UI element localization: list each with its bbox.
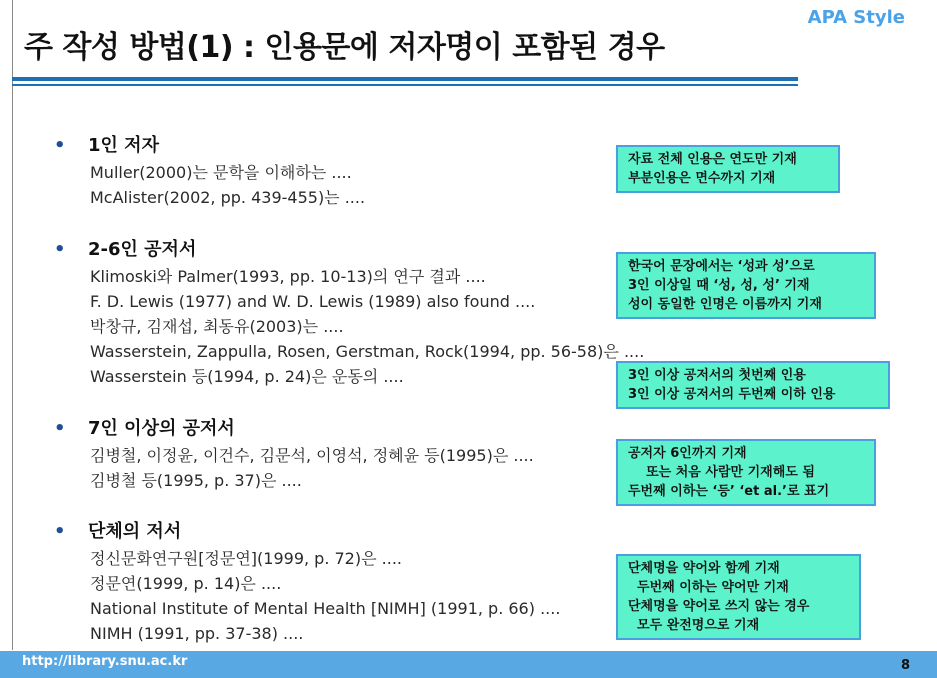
citation-line: McAlister(2002, pp. 439-455)는 ....	[90, 188, 366, 207]
section-heading-text: 7인 이상의 공저서	[88, 418, 235, 439]
page-number: 8	[900, 658, 910, 673]
note-box: 단체명을 약어와 함께 기재 두번째 이하는 약어만 기재 단체명을 약어로 쓰지 않는 경우 모두 완전명으로 기재	[616, 554, 861, 640]
section-heading-text: 2-6인 공저서	[88, 239, 197, 260]
section-7plus-authors	[54, 417, 534, 493]
note-box: 자료 전체 인용은 연도만 기재 부분인용은 면수까지 기재	[616, 145, 840, 193]
citation-line: 박창규, 김재섭, 최동유(2003)는 ....	[90, 317, 344, 336]
section-heading	[54, 417, 534, 441]
style-tag: APA Style	[807, 7, 905, 28]
title-rule-thin	[12, 84, 798, 86]
section-heading	[54, 134, 365, 158]
citation-line: Wasserstein, Zappulla, Rosen, Gerstman, Rock(1994, pp. 56-58)은 ....	[90, 342, 645, 361]
citation-line: NIMH (1991, pp. 37-38) ....	[90, 624, 304, 643]
section-heading-text: 1인 저자	[88, 135, 159, 156]
note-box: 한국어 문장에서는 ‘성과 성’으로 3인 이상일 때 ‘성, 성, 성’ 기재 성이 동일한 인명은 이름까지 기재	[616, 252, 876, 319]
note-box: 3인 이상 공저서의 첫번째 인용 3인 이상 공저서의 두번째 이하 인용	[616, 361, 890, 409]
bullet-icon: •	[54, 239, 66, 260]
note-box: 공저자 6인까지 기재 또는 처음 사람만 기재해도 됨 두번째 이하는 ‘등’ ‘et al.’로 표기	[616, 439, 876, 506]
title-rule	[12, 77, 798, 81]
citation-line: 정문연(1999, p. 14)은 ....	[90, 574, 282, 593]
bullet-icon: •	[54, 135, 66, 156]
section-single-author	[54, 134, 365, 210]
section-heading-text: 단체의 저서	[88, 521, 182, 542]
citation-line: National Institute of Mental Health [NIMH] (1991, p. 66) ....	[90, 599, 561, 618]
bullet-icon: •	[54, 418, 66, 439]
section-2-6-authors	[54, 238, 644, 389]
section-organization-author	[54, 520, 560, 646]
page-title: 주 작성 방법(1) : 인용문에 저자명이 포함된 경우	[24, 30, 665, 65]
bullet-icon: •	[54, 521, 66, 542]
left-border	[12, 0, 13, 650]
section-heading	[54, 238, 644, 262]
citation-line: Wasserstein 등(1994, p. 24)은 운동의 ....	[90, 367, 404, 386]
citation-line: Klimoski와 Palmer(1993, pp. 10-13)의 연구 결과 ....	[90, 267, 486, 286]
citation-line: 김병철 등(1995, p. 37)은 ....	[90, 471, 302, 490]
citation-line: 정신문화연구원[정문연](1999, p. 72)은 ....	[90, 549, 402, 568]
citation-line: F. D. Lewis (1977) and W. D. Lewis (1989) also found ....	[90, 292, 536, 311]
footer-bar	[0, 651, 937, 678]
section-heading	[54, 520, 560, 544]
citation-line: 김병철, 이정윤, 이건수, 김문석, 이영석, 정혜윤 등(1995)은 ....	[90, 446, 534, 465]
citation-line: Muller(2000)는 문학을 이해하는 ....	[90, 163, 352, 182]
footer-url-link[interactable]: http://library.snu.ac.kr	[22, 654, 188, 669]
